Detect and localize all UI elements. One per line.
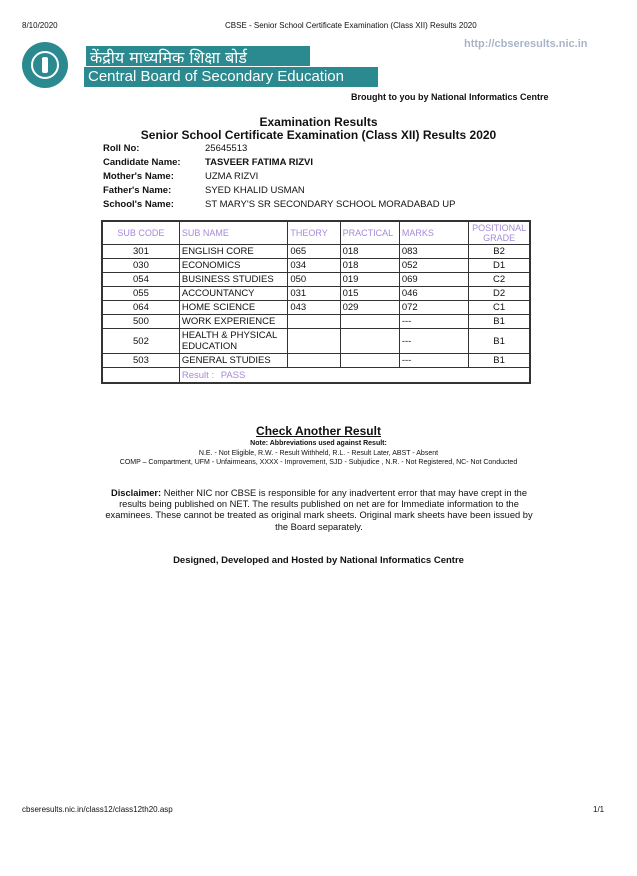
note-title: Note: Abbreviations used against Result: <box>250 440 387 447</box>
table-row <box>102 354 530 368</box>
practical-cell: 019 <box>340 273 399 287</box>
roll-no-value: 25645513 <box>205 143 248 154</box>
theory-cell: 050 <box>288 273 340 287</box>
grade-cell: B1 <box>469 315 530 329</box>
page-number: 1/1 <box>593 805 605 814</box>
sub-name-cell: ENGLISH CORE <box>179 245 288 259</box>
sub-code-cell: 502 <box>102 329 179 354</box>
grade-cell: B1 <box>469 354 530 368</box>
result-cell <box>179 368 530 384</box>
footer-url: cbseresults.nic.in/class12/class12th20.asp <box>22 805 173 814</box>
marks-cell: 046 <box>399 287 468 301</box>
disclaimer <box>103 488 535 533</box>
marks-cell: 083 <box>399 245 468 259</box>
print-date: 8/10/2020 <box>22 21 58 30</box>
site-url[interactable]: http://cbseresults.nic.in <box>464 38 588 50</box>
sub-name-cell: GENERAL STUDIES <box>179 354 288 368</box>
table-header-row <box>102 221 530 245</box>
theory-cell: 065 <box>288 245 340 259</box>
board-name-english: Central Board of Secondary Education <box>84 67 378 87</box>
mother-name-value: UZMA RIZVI <box>205 171 259 182</box>
column-header-theory: THEORY <box>288 221 340 245</box>
grade-cell: D1 <box>469 259 530 273</box>
school-name-label: School's Name: <box>103 199 174 210</box>
sub-code-cell: 301 <box>102 245 179 259</box>
designed-by: Designed, Developed and Hosted by National Informatics Centre <box>173 555 464 566</box>
practical-cell: 018 <box>340 259 399 273</box>
brought-to-you-by: Brought to you by National Informatics Centre <box>351 92 549 102</box>
candidate-name-label: Candidate Name: <box>103 157 181 168</box>
marks-cell: --- <box>399 329 468 354</box>
sub-name-cell: BUSINESS STUDIES <box>179 273 288 287</box>
table-row <box>102 301 530 315</box>
print-page-title: CBSE - Senior School Certificate Examination (Class XII) Results 2020 <box>225 21 477 30</box>
practical-cell <box>340 329 399 354</box>
table-row <box>102 259 530 273</box>
column-header-sub-name: SUB NAME <box>179 221 288 245</box>
practical-cell <box>340 315 399 329</box>
sub-name-cell: HOME SCIENCE <box>179 301 288 315</box>
marks-cell: 069 <box>399 273 468 287</box>
theory-cell <box>288 354 340 368</box>
sub-name-cell: HEALTH & PHYSICAL EDUCATION <box>179 329 288 354</box>
results-title: Examination Results <box>259 115 378 129</box>
cbse-emblem-icon <box>22 42 68 88</box>
sub-name-cell: ECONOMICS <box>179 259 288 273</box>
table-row <box>102 329 530 354</box>
sub-code-cell: 055 <box>102 287 179 301</box>
sub-name-cell: WORK EXPERIENCE <box>179 315 288 329</box>
column-header-positional-grade: POSITIONAL GRADE <box>469 221 530 245</box>
column-header-practical: PRACTICAL <box>340 221 399 245</box>
result-empty-cell <box>102 368 179 384</box>
column-header-sub-code: SUB CODE <box>102 221 179 245</box>
table-row <box>102 273 530 287</box>
results-subtitle: Senior School Certificate Examination (Class XII) Results 2020 <box>140 128 497 142</box>
sub-name-cell: ACCOUNTANCY <box>179 287 288 301</box>
mother-name-label: Mother's Name: <box>103 171 174 182</box>
school-name-value: ST MARY'S SR SECONDARY SCHOOL MORADABAD UP <box>205 199 456 210</box>
practical-cell: 018 <box>340 245 399 259</box>
marks-cell: 052 <box>399 259 468 273</box>
marks-table <box>101 220 531 384</box>
grade-cell: D2 <box>469 287 530 301</box>
note-abbreviations-line-2: COMP – Compartment, UFM - Unfairmeans, XXXX - Improvement, SJD - Subjudice , N.R. - Not Registered, NC- Not Conducted <box>119 459 518 466</box>
marks-cell: 072 <box>399 301 468 315</box>
grade-cell: C2 <box>469 273 530 287</box>
board-name-hindi: केंद्रीय माध्यमिक शिक्षा बोर्ड <box>86 46 310 66</box>
result-row <box>102 368 530 384</box>
father-name-value: SYED KHALID USMAN <box>205 185 305 196</box>
grade-cell: C1 <box>469 301 530 315</box>
theory-cell <box>288 329 340 354</box>
disclaimer-label: Disclaimer: <box>111 488 162 498</box>
theory-cell: 043 <box>288 301 340 315</box>
result-label: Result : <box>181 369 215 381</box>
sub-code-cell: 503 <box>102 354 179 368</box>
sub-code-cell: 500 <box>102 315 179 329</box>
disclaimer-text: Neither NIC nor CBSE is responsible for any inadvertent error that may have crept in the results being published on NET. The results published on net are for Immediate information to the examinees. These cannot be treated as original mark sheets. Original mark sheets have been issued by the Board separately. <box>105 488 533 532</box>
practical-cell: 015 <box>340 287 399 301</box>
theory-cell <box>288 315 340 329</box>
table-row <box>102 287 530 301</box>
sub-code-cell: 030 <box>102 259 179 273</box>
marks-cell: --- <box>399 354 468 368</box>
theory-cell: 034 <box>288 259 340 273</box>
grade-cell: B2 <box>469 245 530 259</box>
grade-cell: B1 <box>469 329 530 354</box>
column-header-marks: MARKS <box>399 221 468 245</box>
practical-cell <box>340 354 399 368</box>
check-another-result-link[interactable]: Check Another Result <box>256 424 381 438</box>
practical-cell: 029 <box>340 301 399 315</box>
table-row <box>102 315 530 329</box>
table-row <box>102 245 530 259</box>
sub-code-cell: 054 <box>102 273 179 287</box>
father-name-label: Father's Name: <box>103 185 172 196</box>
cbse-logo-banner <box>22 38 382 90</box>
theory-cell: 031 <box>288 287 340 301</box>
marks-cell: --- <box>399 315 468 329</box>
note-abbreviations-line-1: N.E. - Not Eligible, R.W. - Result Withheld, R.L. - Result Later, ABST - Absent <box>198 450 439 457</box>
candidate-name-value: TASVEER FATIMA RIZVI <box>205 157 314 168</box>
roll-no-label: Roll No: <box>103 143 140 154</box>
result-value: PASS <box>220 369 246 381</box>
sub-code-cell: 064 <box>102 301 179 315</box>
